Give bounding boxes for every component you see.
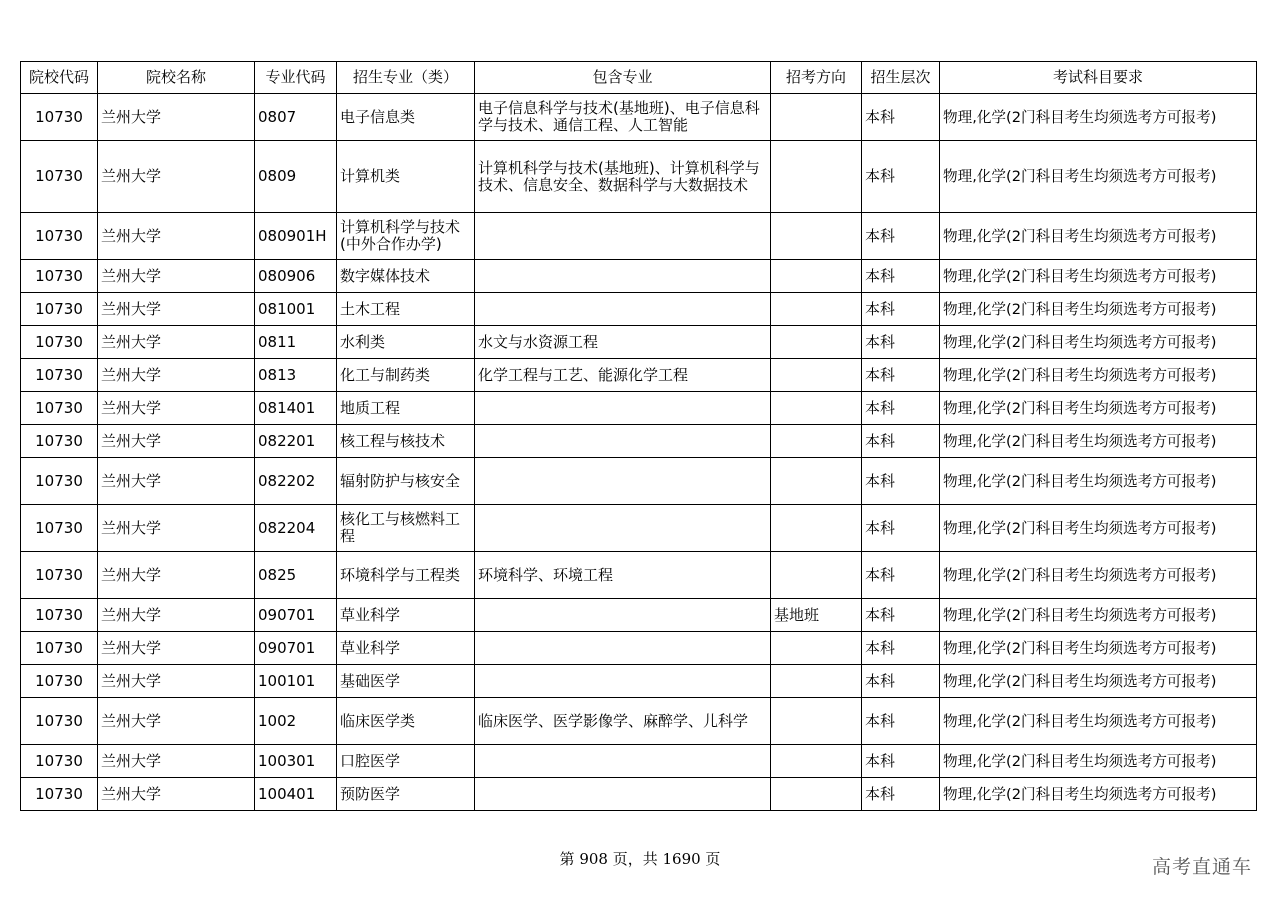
cell-major-code: 0807	[255, 94, 337, 141]
cell-requirement: 物理,化学(2门科目考生均须选考方可报考)	[940, 425, 1257, 458]
table-row	[21, 745, 1257, 778]
cell-included-majors	[475, 213, 771, 260]
cell-direction	[771, 745, 862, 778]
cell-included-majors: 电子信息科学与技术(基地班)、电子信息科学与技术、通信工程、人工智能	[475, 94, 771, 141]
header-requirement: 考试科目要求	[940, 62, 1257, 94]
cell-school-name: 兰州大学	[98, 552, 255, 599]
cell-school-code: 10730	[21, 778, 98, 811]
cell-major-code: 080906	[255, 260, 337, 293]
cell-major-code: 0813	[255, 359, 337, 392]
cell-direction	[771, 698, 862, 745]
cell-included-majors: 环境科学、环境工程	[475, 552, 771, 599]
table-row	[21, 458, 1257, 505]
cell-school-code: 10730	[21, 392, 98, 425]
cell-major-code: 0809	[255, 141, 337, 213]
admissions-table	[20, 61, 1257, 811]
header-row	[21, 62, 1257, 94]
cell-level: 本科	[862, 505, 940, 552]
cell-school-name: 兰州大学	[98, 359, 255, 392]
cell-requirement: 物理,化学(2门科目考生均须选考方可报考)	[940, 213, 1257, 260]
cell-level: 本科	[862, 552, 940, 599]
cell-major: 计算机科学与技术(中外合作办学)	[337, 213, 475, 260]
cell-included-majors	[475, 458, 771, 505]
cell-school-name: 兰州大学	[98, 632, 255, 665]
cell-level: 本科	[862, 778, 940, 811]
cell-school-name: 兰州大学	[98, 94, 255, 141]
cell-school-code: 10730	[21, 326, 98, 359]
cell-included-majors	[475, 293, 771, 326]
cell-major: 地质工程	[337, 392, 475, 425]
cell-major-code: 082202	[255, 458, 337, 505]
cell-major-code: 100301	[255, 745, 337, 778]
cell-school-name: 兰州大学	[98, 698, 255, 745]
cell-school-name: 兰州大学	[98, 425, 255, 458]
cell-level: 本科	[862, 599, 940, 632]
cell-major-code: 081401	[255, 392, 337, 425]
cell-level: 本科	[862, 745, 940, 778]
cell-level: 本科	[862, 293, 940, 326]
cell-school-name: 兰州大学	[98, 260, 255, 293]
cell-major-code: 090701	[255, 599, 337, 632]
cell-direction	[771, 505, 862, 552]
cell-direction	[771, 359, 862, 392]
cell-major-code: 0825	[255, 552, 337, 599]
table-row	[21, 599, 1257, 632]
cell-major-code: 090701	[255, 632, 337, 665]
table-row	[21, 359, 1257, 392]
cell-direction	[771, 632, 862, 665]
cell-requirement: 物理,化学(2门科目考生均须选考方可报考)	[940, 293, 1257, 326]
cell-school-name: 兰州大学	[98, 213, 255, 260]
table-row	[21, 260, 1257, 293]
cell-major-code: 100401	[255, 778, 337, 811]
header-major-code: 专业代码	[255, 62, 337, 94]
cell-level: 本科	[862, 458, 940, 505]
header-included-majors: 包含专业	[475, 62, 771, 94]
table-row	[21, 94, 1257, 141]
cell-level: 本科	[862, 632, 940, 665]
cell-major: 电子信息类	[337, 94, 475, 141]
cell-school-code: 10730	[21, 141, 98, 213]
cell-school-name: 兰州大学	[98, 326, 255, 359]
cell-included-majors	[475, 745, 771, 778]
cell-school-name: 兰州大学	[98, 141, 255, 213]
cell-direction	[771, 213, 862, 260]
table-body	[21, 94, 1257, 811]
cell-level: 本科	[862, 359, 940, 392]
cell-requirement: 物理,化学(2门科目考生均须选考方可报考)	[940, 392, 1257, 425]
cell-direction	[771, 392, 862, 425]
cell-level: 本科	[862, 425, 940, 458]
cell-direction	[771, 778, 862, 811]
page-number: 第 908 页，共 1690 页	[559, 850, 721, 868]
header-school-name: 院校名称	[98, 62, 255, 94]
table-row	[21, 665, 1257, 698]
cell-level: 本科	[862, 94, 940, 141]
table-row	[21, 505, 1257, 552]
cell-level: 本科	[862, 665, 940, 698]
cell-direction	[771, 94, 862, 141]
cell-direction	[771, 293, 862, 326]
cell-major-code: 082201	[255, 425, 337, 458]
cell-school-code: 10730	[21, 552, 98, 599]
cell-level: 本科	[862, 392, 940, 425]
cell-requirement: 物理,化学(2门科目考生均须选考方可报考)	[940, 94, 1257, 141]
cell-major: 核工程与核技术	[337, 425, 475, 458]
cell-included-majors	[475, 778, 771, 811]
cell-school-name: 兰州大学	[98, 745, 255, 778]
cell-level: 本科	[862, 213, 940, 260]
cell-requirement: 物理,化学(2门科目考生均须选考方可报考)	[940, 665, 1257, 698]
cell-school-code: 10730	[21, 213, 98, 260]
header-major: 招生专业（类）	[337, 62, 475, 94]
cell-level: 本科	[862, 260, 940, 293]
cell-school-name: 兰州大学	[98, 458, 255, 505]
table-row	[21, 698, 1257, 745]
cell-school-code: 10730	[21, 698, 98, 745]
cell-school-code: 10730	[21, 665, 98, 698]
cell-requirement: 物理,化学(2门科目考生均须选考方可报考)	[940, 326, 1257, 359]
cell-school-code: 10730	[21, 425, 98, 458]
cell-major: 临床医学类	[337, 698, 475, 745]
cell-requirement: 物理,化学(2门科目考生均须选考方可报考)	[940, 505, 1257, 552]
cell-major: 草业科学	[337, 599, 475, 632]
header-direction: 招考方向	[771, 62, 862, 94]
cell-included-majors	[475, 505, 771, 552]
cell-school-name: 兰州大学	[98, 505, 255, 552]
cell-direction	[771, 665, 862, 698]
cell-major-code: 081001	[255, 293, 337, 326]
table-row	[21, 552, 1257, 599]
cell-major: 环境科学与工程类	[337, 552, 475, 599]
watermark-logo: 高考直通车	[1151, 856, 1252, 878]
cell-school-code: 10730	[21, 745, 98, 778]
cell-included-majors	[475, 425, 771, 458]
cell-direction	[771, 425, 862, 458]
table-row	[21, 293, 1257, 326]
cell-included-majors	[475, 392, 771, 425]
cell-requirement: 物理,化学(2门科目考生均须选考方可报考)	[940, 359, 1257, 392]
table-row	[21, 778, 1257, 811]
table-row	[21, 141, 1257, 213]
cell-major: 计算机类	[337, 141, 475, 213]
cell-school-code: 10730	[21, 359, 98, 392]
table-row	[21, 425, 1257, 458]
table-row	[21, 213, 1257, 260]
cell-included-majors	[475, 632, 771, 665]
cell-major: 基础医学	[337, 665, 475, 698]
cell-level: 本科	[862, 698, 940, 745]
cell-direction	[771, 326, 862, 359]
cell-requirement: 物理,化学(2门科目考生均须选考方可报考)	[940, 552, 1257, 599]
cell-school-code: 10730	[21, 260, 98, 293]
cell-major: 水利类	[337, 326, 475, 359]
cell-included-majors: 计算机科学与技术(基地班)、计算机科学与技术、信息安全、数据科学与大数据技术	[475, 141, 771, 213]
cell-requirement: 物理,化学(2门科目考生均须选考方可报考)	[940, 778, 1257, 811]
cell-school-name: 兰州大学	[98, 599, 255, 632]
cell-direction	[771, 260, 862, 293]
cell-included-majors: 化学工程与工艺、能源化学工程	[475, 359, 771, 392]
cell-major-code: 0811	[255, 326, 337, 359]
table-row	[21, 392, 1257, 425]
cell-major-code: 100101	[255, 665, 337, 698]
cell-major: 化工与制药类	[337, 359, 475, 392]
cell-requirement: 物理,化学(2门科目考生均须选考方可报考)	[940, 632, 1257, 665]
cell-included-majors: 临床医学、医学影像学、麻醉学、儿科学	[475, 698, 771, 745]
cell-direction: 基地班	[771, 599, 862, 632]
cell-school-name: 兰州大学	[98, 778, 255, 811]
cell-level: 本科	[862, 326, 940, 359]
cell-school-code: 10730	[21, 632, 98, 665]
cell-direction	[771, 552, 862, 599]
cell-requirement: 物理,化学(2门科目考生均须选考方可报考)	[940, 698, 1257, 745]
cell-major: 核化工与核燃料工程	[337, 505, 475, 552]
cell-major-code: 082204	[255, 505, 337, 552]
cell-school-code: 10730	[21, 599, 98, 632]
cell-requirement: 物理,化学(2门科目考生均须选考方可报考)	[940, 599, 1257, 632]
cell-level: 本科	[862, 141, 940, 213]
cell-major-code: 080901H	[255, 213, 337, 260]
cell-major: 辐射防护与核安全	[337, 458, 475, 505]
cell-requirement: 物理,化学(2门科目考生均须选考方可报考)	[940, 458, 1257, 505]
cell-major: 草业科学	[337, 632, 475, 665]
cell-direction	[771, 458, 862, 505]
cell-included-majors	[475, 665, 771, 698]
cell-major: 数字媒体技术	[337, 260, 475, 293]
cell-major: 口腔医学	[337, 745, 475, 778]
cell-school-name: 兰州大学	[98, 392, 255, 425]
cell-school-code: 10730	[21, 505, 98, 552]
cell-major: 土木工程	[337, 293, 475, 326]
cell-requirement: 物理,化学(2门科目考生均须选考方可报考)	[940, 141, 1257, 213]
table-row	[21, 326, 1257, 359]
cell-included-majors	[475, 260, 771, 293]
table-row	[21, 632, 1257, 665]
cell-school-name: 兰州大学	[98, 665, 255, 698]
header-school-code: 院校代码	[21, 62, 98, 94]
cell-major: 预防医学	[337, 778, 475, 811]
cell-requirement: 物理,化学(2门科目考生均须选考方可报考)	[940, 745, 1257, 778]
cell-school-name: 兰州大学	[98, 293, 255, 326]
cell-requirement: 物理,化学(2门科目考生均须选考方可报考)	[940, 260, 1257, 293]
cell-included-majors	[475, 599, 771, 632]
cell-school-code: 10730	[21, 458, 98, 505]
cell-major-code: 1002	[255, 698, 337, 745]
cell-school-code: 10730	[21, 293, 98, 326]
cell-direction	[771, 141, 862, 213]
header-level: 招生层次	[862, 62, 940, 94]
cell-included-majors: 水文与水资源工程	[475, 326, 771, 359]
cell-school-code: 10730	[21, 94, 98, 141]
